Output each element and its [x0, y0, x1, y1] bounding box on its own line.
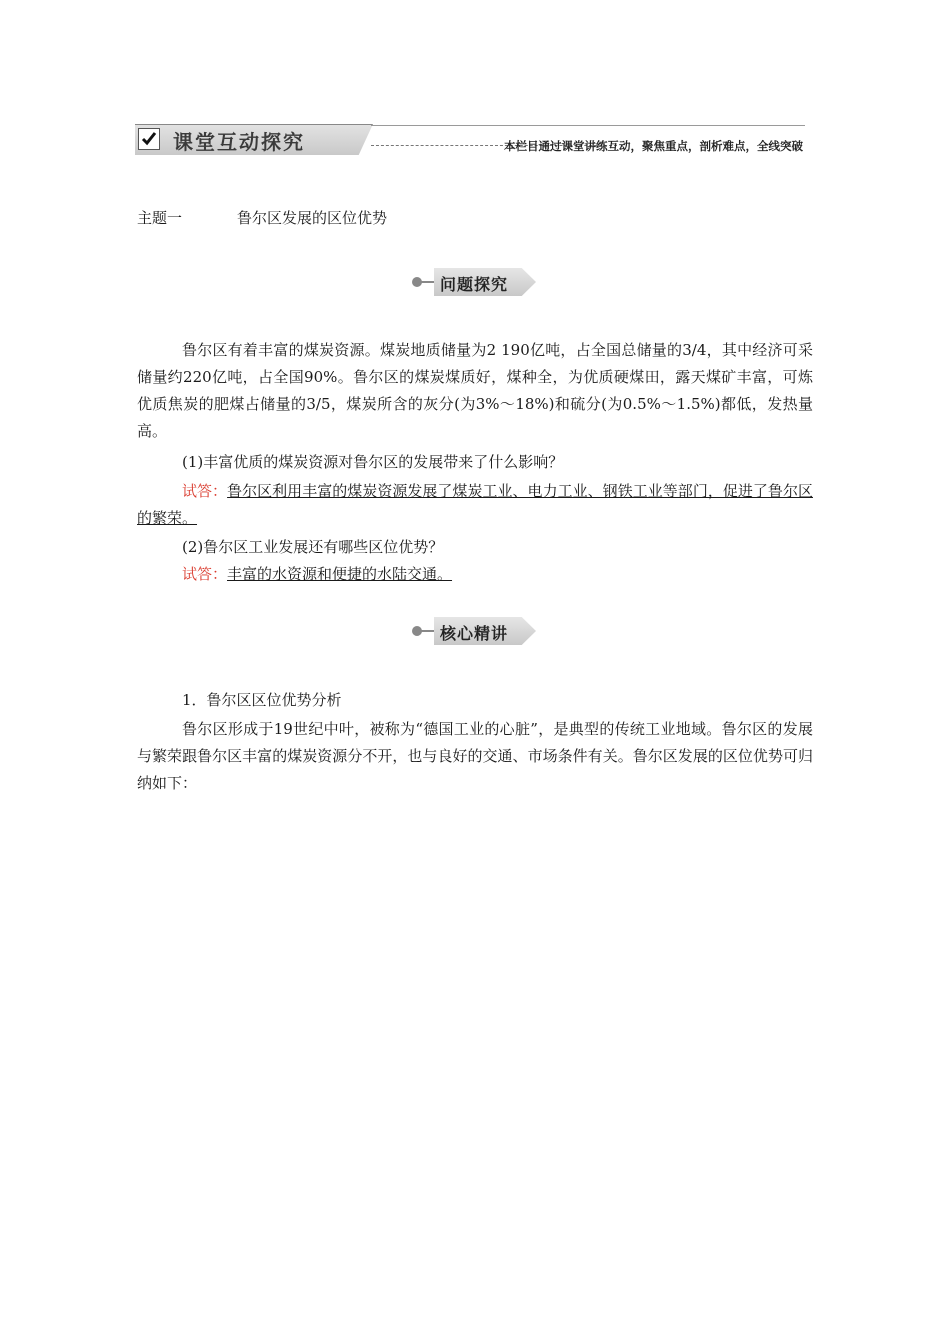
section-tag-problem	[412, 268, 538, 296]
answer-1	[137, 478, 813, 532]
answer-prefix: 试答：	[182, 482, 228, 500]
question-1: (1)丰富优质的煤炭资源对鲁尔区的发展带来了什么影响？	[182, 453, 564, 471]
core-heading: 1．鲁尔区区位优势分析	[182, 691, 342, 709]
answer-text: 丰富的水资源和便捷的水陆交通。	[227, 565, 453, 583]
bullet-dot-icon	[412, 626, 422, 636]
theme-number: 主题一	[137, 209, 183, 227]
section-tag-core	[412, 617, 538, 645]
answer-prefix: 试答：	[182, 565, 228, 583]
section-banner	[135, 124, 805, 158]
section-label: 问题探究	[440, 275, 509, 294]
checkmark-icon	[138, 128, 160, 150]
theme-title: 鲁尔区发展的区位优势	[237, 209, 388, 227]
section-label: 核心精讲	[440, 624, 509, 643]
theme-heading	[137, 207, 387, 228]
banner-top-line	[371, 125, 805, 126]
question-2: (2)鲁尔区工业发展还有哪些区位优势？	[182, 538, 444, 556]
core-body: 鲁尔区形成于19世纪中叶，被称为“德国工业的心脏”，是典型的传统工业地域。鲁尔区的发展与繁荣跟鲁尔区丰富的煤炭资源分不开，也与良好的交通、市场条件有关。鲁尔区发展的区位优势可归纳如下：	[137, 720, 813, 792]
banner-description: 本栏目通过课堂讲练互动，聚焦重点，剖析难点，全线突破	[504, 139, 803, 153]
answer-text: 鲁尔区利用丰富的煤炭资源发展了煤炭工业、电力工业、钢铁工业等部门，促进了鲁尔区的繁荣。	[137, 482, 813, 527]
bullet-dot-icon	[412, 277, 422, 287]
problem-intro: 鲁尔区有着丰富的煤炭资源。煤炭地质储量为2 190亿吨，占全国总储量的3/4，其中经济可采储量约220亿吨，占全国90%。鲁尔区的煤炭煤质好，煤种全，为优质硬煤田，露天煤矿丰富，可炼优质焦炭的肥煤占储量的3/5，煤炭所含的灰分(为3%～18%)和硫分(为0.5%～1.5%)都低，发热量高。	[137, 341, 813, 440]
banner-title: 课堂互动探究	[173, 130, 305, 154]
answer-2	[182, 563, 452, 584]
